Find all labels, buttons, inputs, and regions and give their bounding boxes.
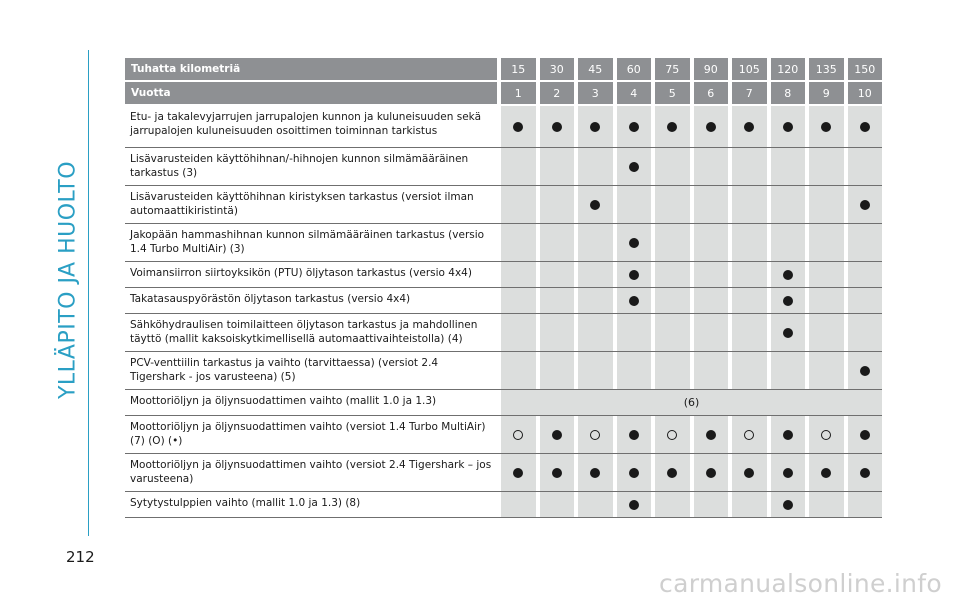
interval-cell (501, 352, 536, 389)
interval-cell (771, 454, 806, 491)
interval-cell (617, 314, 652, 351)
footnote-cell: (6) (501, 390, 882, 415)
table-row (125, 224, 882, 262)
interval-cell (732, 148, 767, 185)
filled-circle-icon (706, 468, 716, 478)
interval-cell (848, 454, 883, 491)
interval-cell (501, 148, 536, 185)
interval-cell (848, 186, 883, 223)
interval-cell (655, 186, 690, 223)
interval-cell (578, 262, 613, 287)
interval-cell (694, 224, 729, 261)
interval-cell (809, 148, 844, 185)
table-row (125, 492, 882, 518)
filled-circle-icon (629, 238, 639, 248)
interval-cell (501, 262, 536, 287)
filled-circle-icon (821, 122, 831, 132)
filled-circle-icon (590, 122, 600, 132)
interval-cell (578, 454, 613, 491)
row-description: Lisävarusteiden käyttöhihnan/-hihnojen kunnon silmämääräinen tarkastus (3) (130, 153, 469, 179)
interval-cell (655, 106, 690, 147)
header-km-value: 105 (732, 58, 767, 80)
interval-cell (540, 224, 575, 261)
table-row (125, 106, 882, 148)
interval-cell (617, 492, 652, 517)
header-km-value: 150 (848, 58, 883, 80)
interval-cell (540, 416, 575, 453)
open-circle-icon (513, 430, 523, 440)
row-description: Takatasauspyörästön öljytason tarkastus (versio 4x4) (130, 293, 411, 305)
interval-cell (617, 416, 652, 453)
interval-cell (617, 288, 652, 313)
filled-circle-icon (629, 270, 639, 280)
interval-cell (732, 314, 767, 351)
interval-cell (578, 148, 613, 185)
header-km-value: 90 (694, 58, 729, 80)
interval-cell (501, 106, 536, 147)
interval-cell (501, 454, 536, 491)
filled-circle-icon (629, 122, 639, 132)
interval-cell (732, 352, 767, 389)
row-description: Sähköhydraulisen toimilaitteen öljytason tarkastus ja mahdollinen täyttö (mallit kaksoiskytkimellisellä automaattivaihteistolla) (4) (130, 319, 478, 345)
header-km-value: 15 (501, 58, 536, 80)
interval-cell (848, 262, 883, 287)
interval-cell (771, 186, 806, 223)
chapter-divider (88, 50, 89, 536)
interval-cell (655, 148, 690, 185)
interval-cell (732, 224, 767, 261)
table-row (125, 454, 882, 492)
watermark: carmanualsonline.info (659, 569, 942, 598)
filled-circle-icon (783, 468, 793, 478)
chapter-title-text: YLLÄPITO JA HUOLTO (55, 160, 81, 400)
header-km-label: Tuhatta kilometriä (125, 58, 497, 80)
row-description: Jakopään hammashihnan kunnon silmämääräinen tarkastus (versio 1.4 Turbo MultiAir) (3) (130, 229, 485, 255)
interval-cell (848, 106, 883, 147)
header-year-value: 5 (655, 82, 690, 104)
header-year-value: 7 (732, 82, 767, 104)
filled-circle-icon (513, 122, 523, 132)
interval-cell (578, 288, 613, 313)
interval-cell (809, 224, 844, 261)
header-row-km (125, 58, 882, 82)
filled-circle-icon (706, 430, 716, 440)
interval-cell (655, 288, 690, 313)
filled-circle-icon (513, 468, 523, 478)
interval-cell (540, 352, 575, 389)
interval-cell (540, 148, 575, 185)
row-description: Moottoriöljyn ja öljynsuodattimen vaihto (versiot 2.4 Tigershark – jos varusteena) (130, 459, 492, 485)
interval-cell (809, 416, 844, 453)
interval-cell (655, 314, 690, 351)
header-year-value: 2 (540, 82, 575, 104)
interval-cell (540, 106, 575, 147)
interval-cell (732, 454, 767, 491)
interval-cell (732, 262, 767, 287)
row-description: Lisävarusteiden käyttöhihnan kiristyksen tarkastus (versiot ilman automaattikiristintä) (130, 191, 474, 217)
interval-cell (771, 492, 806, 517)
interval-cell (848, 148, 883, 185)
interval-cell (501, 492, 536, 517)
interval-cell (771, 352, 806, 389)
interval-cell (809, 454, 844, 491)
table-row (125, 352, 882, 390)
filled-circle-icon (744, 468, 754, 478)
page-number: 212 (66, 548, 95, 566)
row-description: Sytytystulppien vaihto (mallit 1.0 ja 1.3) (8) (130, 497, 361, 509)
open-circle-icon (590, 430, 600, 440)
interval-cell (771, 416, 806, 453)
interval-cell (732, 186, 767, 223)
filled-circle-icon (860, 468, 870, 478)
interval-cell (578, 416, 613, 453)
header-year-label: Vuotta (125, 82, 497, 104)
table-row (125, 390, 882, 416)
open-circle-icon (667, 430, 677, 440)
header-year-value: 4 (617, 82, 652, 104)
filled-circle-icon (783, 430, 793, 440)
interval-cell (655, 416, 690, 453)
interval-cell (617, 148, 652, 185)
interval-cell (578, 186, 613, 223)
header-year-value: 3 (578, 82, 613, 104)
interval-cell (809, 492, 844, 517)
filled-circle-icon (667, 122, 677, 132)
interval-cell (809, 106, 844, 147)
interval-cell (617, 224, 652, 261)
row-description: Etu- ja takalevyjarrujen jarrupalojen kunnon ja kuluneisuuden sekä jarrupalojen kuluneisuuden osoittimen toiminnan tarkistus (130, 111, 482, 137)
filled-circle-icon (552, 430, 562, 440)
interval-cell (694, 314, 729, 351)
open-circle-icon (744, 430, 754, 440)
filled-circle-icon (860, 430, 870, 440)
interval-cell (771, 224, 806, 261)
interval-cell (540, 262, 575, 287)
header-km-value: 60 (617, 58, 652, 80)
interval-cell (655, 262, 690, 287)
interval-cell (848, 224, 883, 261)
interval-cell (617, 186, 652, 223)
interval-cell (848, 492, 883, 517)
header-row-years (125, 82, 882, 106)
filled-circle-icon (590, 200, 600, 210)
interval-cell (501, 416, 536, 453)
header-km-value: 135 (809, 58, 844, 80)
interval-cell (732, 106, 767, 147)
filled-circle-icon (860, 200, 870, 210)
interval-cell (655, 454, 690, 491)
interval-cell (694, 288, 729, 313)
filled-circle-icon (783, 328, 793, 338)
interval-cell (655, 352, 690, 389)
header-km-value: 120 (771, 58, 806, 80)
interval-cell (617, 106, 652, 147)
filled-circle-icon (821, 468, 831, 478)
table-row (125, 262, 882, 288)
header-year-value: 10 (848, 82, 883, 104)
interval-cell (694, 492, 729, 517)
interval-cell (540, 314, 575, 351)
interval-cell (809, 314, 844, 351)
interval-cell (655, 492, 690, 517)
interval-cell (501, 224, 536, 261)
filled-circle-icon (860, 366, 870, 376)
filled-circle-icon (667, 468, 677, 478)
header-year-value: 1 (501, 82, 536, 104)
interval-cell (501, 186, 536, 223)
filled-circle-icon (783, 270, 793, 280)
interval-cell (848, 314, 883, 351)
header-km-value: 30 (540, 58, 575, 80)
row-description: Moottoriöljyn ja öljynsuodattimen vaihto (mallit 1.0 ja 1.3) (130, 395, 437, 407)
filled-circle-icon (783, 122, 793, 132)
interval-cell (848, 416, 883, 453)
interval-cell (617, 352, 652, 389)
interval-cell (771, 106, 806, 147)
interval-cell (809, 186, 844, 223)
interval-cell (694, 262, 729, 287)
filled-circle-icon (629, 296, 639, 306)
row-description: Voimansiirron siirtoyksikön (PTU) öljytason tarkastus (versio 4x4) (130, 267, 472, 279)
interval-cell (501, 288, 536, 313)
interval-cell (617, 262, 652, 287)
interval-cell (578, 224, 613, 261)
header-km-value: 45 (578, 58, 613, 80)
interval-cell (848, 288, 883, 313)
interval-cell (771, 148, 806, 185)
interval-cell (540, 288, 575, 313)
filled-circle-icon (590, 468, 600, 478)
interval-cell (848, 352, 883, 389)
interval-cell (578, 492, 613, 517)
interval-cell (732, 288, 767, 313)
filled-circle-icon (629, 468, 639, 478)
filled-circle-icon (706, 122, 716, 132)
filled-circle-icon (783, 296, 793, 306)
interval-cell (771, 262, 806, 287)
filled-circle-icon (552, 468, 562, 478)
interval-cell (732, 492, 767, 517)
interval-cell (578, 106, 613, 147)
open-circle-icon (821, 430, 831, 440)
header-km-value: 75 (655, 58, 690, 80)
table-row (125, 288, 882, 314)
interval-cell (694, 454, 729, 491)
row-description: PCV-venttiilin tarkastus ja vaihto (tarvittaessa) (versiot 2.4 Tigershark - jos varusteena) (5) (130, 357, 439, 383)
interval-cell (732, 416, 767, 453)
interval-cell (655, 224, 690, 261)
interval-cell (771, 314, 806, 351)
header-year-value: 8 (771, 82, 806, 104)
row-description: Moottoriöljyn ja öljynsuodattimen vaihto (versiot 1.4 Turbo MultiAir) (7) (O) (•) (130, 421, 486, 447)
interval-cell (694, 186, 729, 223)
interval-cell (809, 288, 844, 313)
table-row (125, 314, 882, 352)
filled-circle-icon (629, 500, 639, 510)
filled-circle-icon (629, 162, 639, 172)
header-year-value: 6 (694, 82, 729, 104)
filled-circle-icon (783, 500, 793, 510)
interval-cell (578, 352, 613, 389)
filled-circle-icon (860, 122, 870, 132)
filled-circle-icon (629, 430, 639, 440)
interval-cell (540, 186, 575, 223)
filled-circle-icon (744, 122, 754, 132)
interval-cell (501, 314, 536, 351)
table-row (125, 148, 882, 186)
interval-cell (771, 288, 806, 313)
interval-cell (694, 148, 729, 185)
maintenance-schedule-table (125, 58, 882, 518)
interval-cell (617, 454, 652, 491)
interval-cell (540, 454, 575, 491)
interval-cell (809, 262, 844, 287)
table-row (125, 186, 882, 224)
interval-cell (540, 492, 575, 517)
header-year-value: 9 (809, 82, 844, 104)
table-row (125, 416, 882, 454)
interval-cell (809, 352, 844, 389)
interval-cell (694, 352, 729, 389)
interval-cell (694, 106, 729, 147)
filled-circle-icon (552, 122, 562, 132)
interval-cell (578, 314, 613, 351)
interval-cell (694, 416, 729, 453)
